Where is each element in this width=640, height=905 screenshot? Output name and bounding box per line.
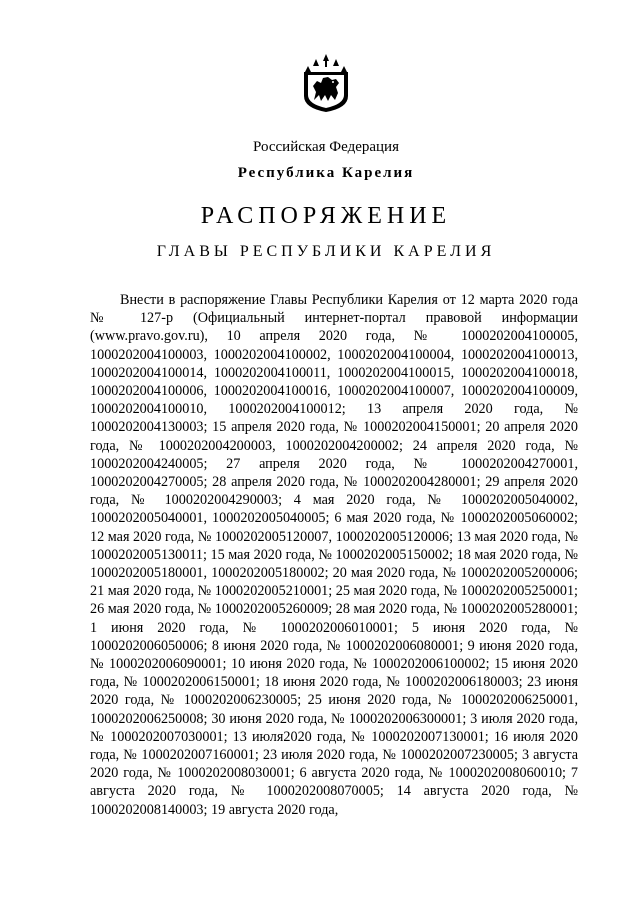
document-body	[90, 291, 578, 819]
document-type-title: РАСПОРЯЖЕНИЕ	[200, 203, 452, 229]
country-name: Российская Федерация	[253, 139, 399, 155]
karelia-coat-of-arms-bear-icon	[300, 52, 352, 114]
republic-name: Республика Карелия	[237, 165, 415, 181]
body-paragraph: Внести в распоряжение Главы Республики Карелия от 12 марта 2020 года № 127-р (Официальный интернет-портал правовой информации (www.pravo.gov.ru), 10 апреля 2020 года, № 1000202004100005, 1000202004100003, 1000202004100002, 1000202004100004, 1000202004100013, 1000202004100014, 1000202004100011, 1000202004100015, 1000202004100018, 1000202004100006, 1000202004100016, 1000202004100007, 1000202004100009, 1000202004100010, 1000202004100012; 13 апреля 2020 года, № 1000202004130003; 15 апреля 2020 года, № 1000202004150001; 20 апреля 2020 года, № 1000202004200003, 1000202004200002; 24 апреля 2020 года, № 1000202004240005; 27 апреля 2020 года, № 1000202004270001, 1000202004270005; 28 апреля 2020 года, № 1000202004280001; 29 апреля 2020 года, № 1000202004290003; 4 мая 2020 года, № 1000202005040002, 1000202005040001, 1000202005040005; 6 мая 2020 года, № 1000202005060002; 12 мая 2020 года, № 1000202005120007, 1000202005120006; 13 мая 2020 года, № 1000202005130011; 15 мая 2020 года, № 1000202005150002; 18 мая 2020 года, № 1000202005180001, 1000202005180002; 20 мая 2020 года, № 1000202005200006; 21 мая 2020 года, № 1000202005210001; 25 мая 2020 года, № 1000202005250001; 26 мая 2020 года, № 1000202005260009; 28 мая 2020 года, № 1000202005280001; 1 июня 2020 года, № 1000202006010001; 5 июня 2020 года, № 1000202006050006; 8 июня 2020 года, № 1000202006080001; 9 июня 2020 года, № 1000202006090001; 10 июня 2020 года, № 1000202006100002; 15 июня 2020 года, № 1000202006150001; 18 июня 2020 года, № 1000202006180003; 23 июня 2020 года, № 1000202006230005; 25 июня 2020 года, № 1000202006250001, 1000202006250008; 30 июня 2020 года, № 1000202006300001; 3 июля 2020 года, № 1000202007030001; 13 июля2020 года, № 1000202007130001; 16 июля 2020 года, № 1000202007160001; 23 июля 2020 года, № 1000202007230005; 3 августа 2020 года, № 1000202008030001; 6 августа 2020 года, № 1000202008060010; 7 августа 2020 года, № 1000202008070005; 14 августа 2020 года, № 1000202008140003; 19 августа 2020 года,	[90, 292, 578, 818]
document-issuer: ГЛАВЫ РЕСПУБЛИКИ КАРЕЛИЯ	[156, 243, 496, 260]
